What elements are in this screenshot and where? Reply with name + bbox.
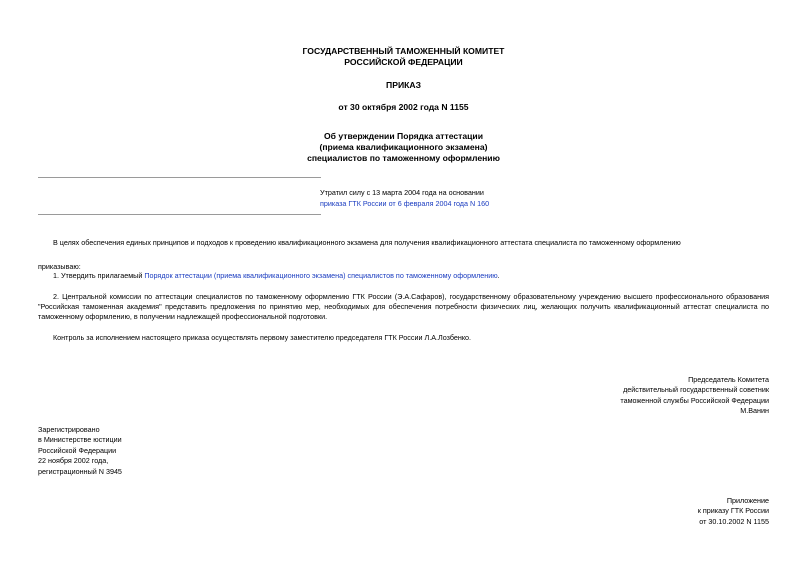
org-name-line2: РОССИЙСКОЙ ФЕДЕРАЦИИ	[344, 57, 463, 67]
title-line3: специалистов по таможенному оформлению	[307, 153, 500, 163]
item1-suffix: .	[497, 271, 500, 280]
title-line2: (приема квалификационного экзамена)	[319, 142, 488, 152]
divider-bottom	[38, 214, 321, 215]
item1-paragraph	[38, 271, 769, 281]
divider-top	[38, 177, 321, 178]
registration-block	[38, 425, 122, 477]
item2-paragraph: 2. Центральной комиссии по аттестации специалистов по таможенному оформлению ГТК России (Э.А.Сафаров), государственному образовательному учреждению высшего профессионального образования "Российская таможенная академия" представить предложения по принятию мер, необходимых для обеспечения потребности физических лиц, желающих получить квалификационный аттестат специалиста по таможенному оформлению, в получении надлежащей профессиональной подготовки.	[38, 292, 769, 322]
registration-line3: Российской Федерации	[38, 445, 117, 455]
control-paragraph: Контроль за исполнением настоящего приказа осуществлять первому заместителю председателя ГТК России Л.А.Лозбенко.	[53, 333, 472, 342]
signature-line2: действительный государственный советник	[623, 385, 769, 395]
registration-line5: регистрационный N 3945	[38, 466, 122, 476]
registration-line1: Зарегистрировано	[38, 425, 100, 434]
doc-date: от 30 октября 2002 года N 1155	[338, 102, 469, 112]
status-note-link[interactable]: приказа ГТК России от 6 февраля 2004 года N 160	[320, 199, 490, 208]
appendix-block	[698, 496, 769, 527]
title-line1: Об утверждении Порядка аттестации	[323, 131, 483, 141]
signature-line3: таможенной службы Российской Федерации	[620, 395, 769, 405]
appendix-line1: Приложение	[726, 496, 769, 505]
doc-type: ПРИКАЗ	[386, 80, 421, 90]
appendix-line2: к приказу ГТК России	[697, 506, 769, 516]
status-note-text: Утратил силу с 13 марта 2004 года на основании	[320, 188, 484, 197]
signature-name: М.Ванин	[740, 406, 769, 416]
order-word: приказываю:	[38, 262, 81, 271]
signature-block	[620, 375, 769, 417]
signature-line1: Председатель Комитета	[688, 375, 769, 384]
appendix-line3: от 30.10.2002 N 1155	[699, 516, 769, 526]
intro-paragraph: В целях обеспечения единых принципов и подходов к проведению квалификационного экзамена для получения квалификационного аттестата специалиста по таможенному оформлению	[53, 238, 681, 247]
item1-prefix: 1. Утвердить прилагаемый	[53, 271, 145, 280]
org-name-line1: ГОСУДАРСТВЕННЫЙ ТАМОЖЕННЫЙ КОМИТЕТ	[302, 46, 505, 56]
registration-line2: в Министерстве юстиции	[38, 435, 122, 445]
registration-line4: 22 ноября 2002 года,	[38, 456, 109, 466]
item1-link[interactable]: Порядок аттестации (приема квалификационного экзамена) специалистов по таможенному оформлению	[144, 271, 498, 280]
